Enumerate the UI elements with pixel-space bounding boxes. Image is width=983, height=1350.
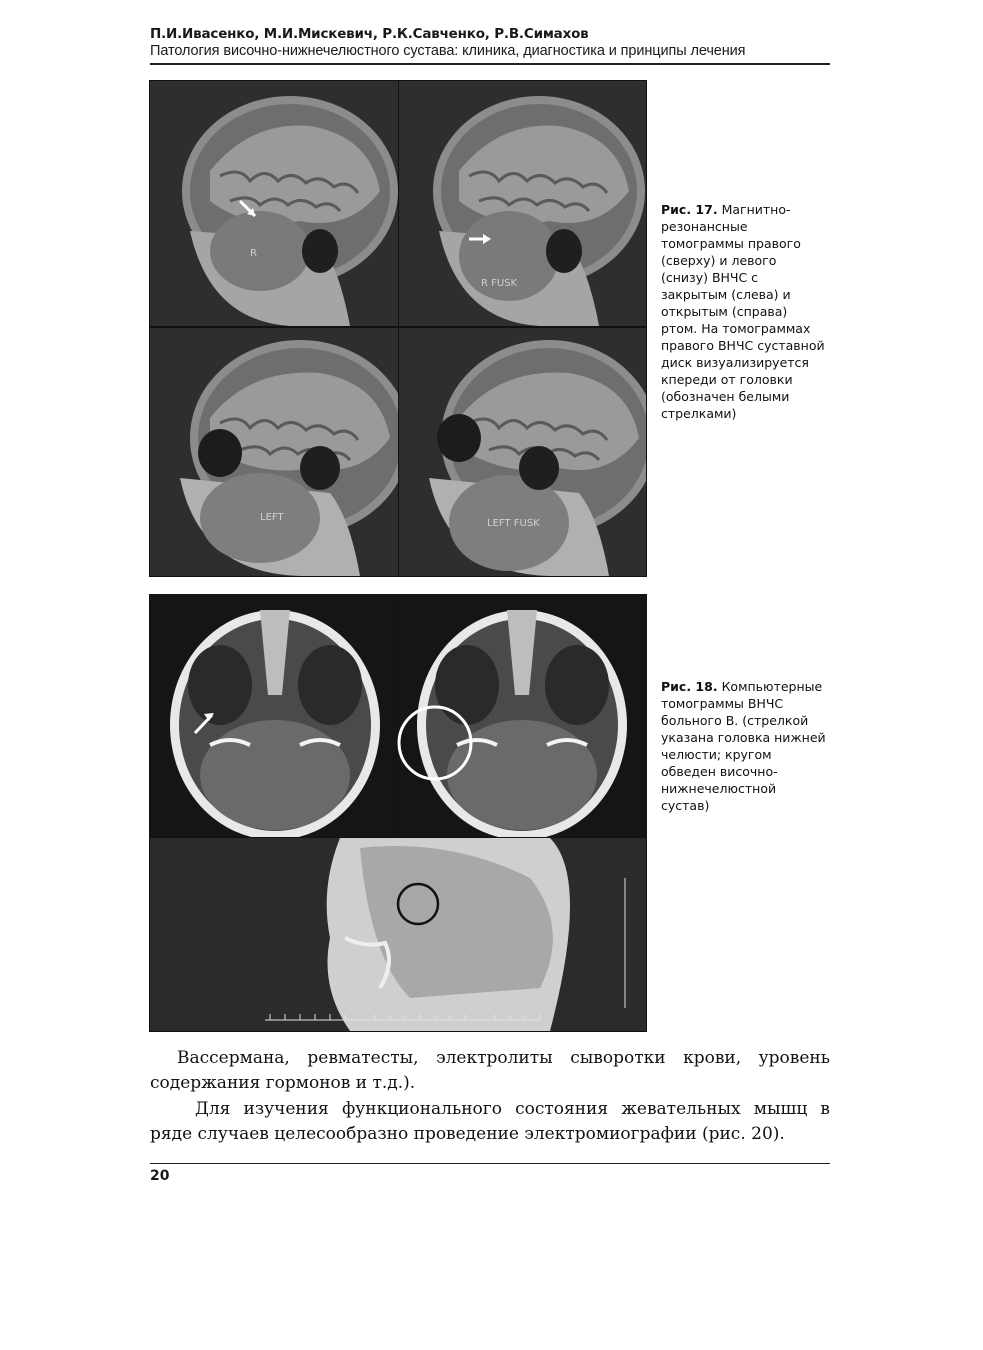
body-paragraph-1: Вассермана, ревматесты, электролиты сыворотки крови, уровень содержания гормонов и т.д.). [150, 1048, 830, 1093]
figure-17-label: Рис. 17. [661, 202, 718, 217]
figure-18-caption [661, 678, 826, 814]
page-number: 20 [150, 1168, 170, 1184]
mri-label-left-fusk: LEFT FUSK [487, 518, 540, 529]
mri-panel-right-open [398, 80, 647, 327]
mri-panel-right-closed [149, 80, 399, 327]
mri-label-r-fusk: R FUSK [481, 278, 518, 289]
running-header [150, 26, 830, 60]
mri-label-left: LEFT [260, 512, 284, 523]
figure-17-caption [661, 201, 826, 422]
figure-18-label: Рис. 18. [661, 679, 718, 694]
header-book-title: Патология височно-нижнечелюстного сустава: клиника, диагностика и принципы лечения [150, 43, 746, 59]
ct-panel-lateral [149, 837, 647, 1032]
header-rule [150, 63, 830, 65]
mri-panel-left-open [398, 327, 647, 577]
figure-17-text: Магнитно-резонансные томограммы правого (сверху) и левого (снизу) ВНЧС с закрытым (слева) и открытым (справа) ртом. На томограммах правого ВНЧС суставной диск визуализируется кпереди от головки (обозначен белыми стрелками) [661, 202, 825, 421]
ct-panel-left [149, 594, 397, 838]
mri-panel-left-closed [149, 327, 399, 577]
figure-18-text: Компьютерные томограммы ВНЧС больного В. (стрелкой указана головка нижней челюсти; кругом обведен височно-нижнечелюстной сустав) [661, 679, 826, 813]
header-authors: П.И.Ивасенко, М.И.Мискевич, Р.К.Савченко, Р.В.Симахов [150, 26, 589, 42]
ct-panel-right [396, 594, 647, 838]
mri-label-r: R [250, 248, 257, 259]
footer-rule [150, 1163, 830, 1164]
body-paragraph-2: Для изучения функционального состояния жевательных мышц в ряде случаев целесообразно проведение электромиографии (рис. 20). [150, 1099, 830, 1144]
